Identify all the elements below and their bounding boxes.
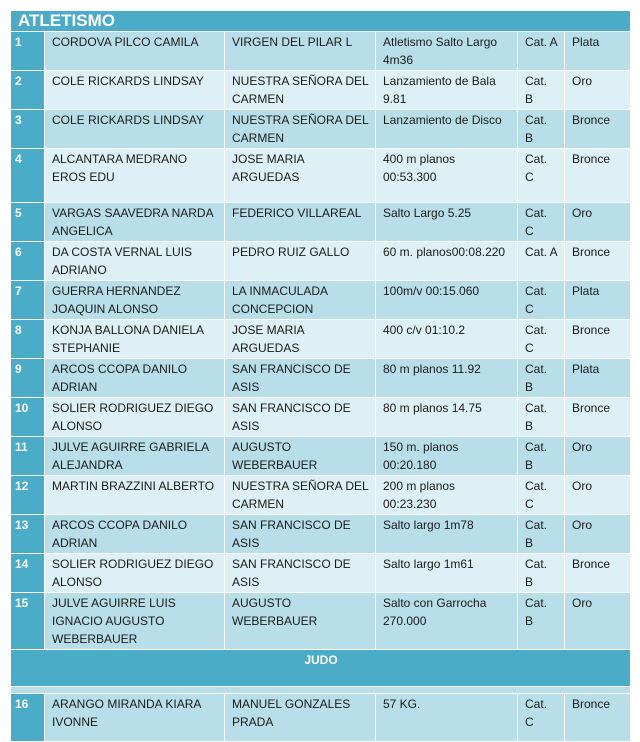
table-row	[11, 149, 631, 203]
medal-cell: Oro	[565, 437, 631, 476]
category-cell: Cat. C	[518, 320, 565, 359]
row-number-cell: 12	[11, 476, 45, 515]
table-row	[11, 203, 631, 242]
category-cell: Cat. A	[518, 32, 565, 71]
row-number-cell: 3	[11, 110, 45, 149]
category-cell: Cat. C	[518, 694, 565, 742]
category-cell: Cat. C	[518, 476, 565, 515]
section-title-judo: JUDO	[11, 650, 631, 687]
row-number-cell: 2	[11, 71, 45, 110]
row-number-cell: 5	[11, 203, 45, 242]
table-row	[11, 554, 631, 593]
school-name-cell: MANUEL GONZALES PRADA	[225, 694, 376, 742]
table-row	[11, 32, 631, 71]
event-result-cell: Salto largo 1m61	[376, 554, 518, 593]
school-name-cell: PEDRO RUIZ GALLO	[225, 242, 376, 281]
school-name-cell: AUGUSTO WEBERBAUER	[225, 437, 376, 476]
row-number-cell: 9	[11, 359, 45, 398]
category-cell: Cat. A	[518, 242, 565, 281]
medal-cell: Oro	[565, 593, 631, 650]
event-result-cell: 80 m planos 11.92	[376, 359, 518, 398]
school-name-cell: JOSE MARIA ARGUEDAS	[225, 149, 376, 203]
medal-cell: Bronce	[565, 149, 631, 203]
school-name-cell: SAN FRANCISCO DE ASIS	[225, 515, 376, 554]
row-number-cell: 1	[11, 32, 45, 71]
school-name-cell: SAN FRANCISCO DE ASIS	[225, 554, 376, 593]
athlete-name-cell: SOLIER RODRIGUEZ DIEGO ALONSO	[45, 554, 225, 593]
category-cell: Cat. B	[518, 71, 565, 110]
section-title-athletics: ATLETISMO	[11, 11, 631, 32]
category-cell: Cat. B	[518, 437, 565, 476]
section-row-judo	[11, 650, 631, 687]
event-result-cell: 100m/v 00:15.060	[376, 281, 518, 320]
table-row	[11, 359, 631, 398]
row-number-cell: 13	[11, 515, 45, 554]
category-cell: Cat. B	[518, 359, 565, 398]
athlete-name-cell: ARCOS CCOPA DANILO ADRIAN	[45, 359, 225, 398]
row-number-cell: 4	[11, 149, 45, 203]
athlete-name-cell: ARANGO MIRANDA KIARA IVONNE	[45, 694, 225, 742]
table-row	[11, 593, 631, 650]
school-name-cell: LA INMACULADA CONCEPCION	[225, 281, 376, 320]
event-result-cell: Lanzamiento de Disco	[376, 110, 518, 149]
medal-cell: Bronce	[565, 320, 631, 359]
athlete-name-cell: JULVE AGUIRRE GABRIELA ALEJANDRA	[45, 437, 225, 476]
event-result-cell: Lanzamiento de Bala 9.81	[376, 71, 518, 110]
medal-cell: Bronce	[565, 694, 631, 742]
table-row	[11, 71, 631, 110]
athlete-name-cell: COLE RICKARDS LINDSAY	[45, 71, 225, 110]
table-row	[11, 281, 631, 320]
athlete-name-cell: JULVE AGUIRRE LUIS IGNACIO AUGUSTO WEBERBAUER	[45, 593, 225, 650]
school-name-cell: JOSE MARIA ARGUEDAS	[225, 320, 376, 359]
school-name-cell: SAN FRANCISCO DE ASIS	[225, 359, 376, 398]
school-name-cell: NUESTRA SEÑORA DEL CARMEN	[225, 476, 376, 515]
school-name-cell: SAN FRANCISCO DE ASIS	[225, 398, 376, 437]
results-table	[10, 10, 631, 742]
row-number-cell: 14	[11, 554, 45, 593]
medal-cell: Bronce	[565, 110, 631, 149]
event-result-cell: 400 m planos 00:53.300	[376, 149, 518, 203]
row-number-cell: 11	[11, 437, 45, 476]
table-row	[11, 320, 631, 359]
athlete-name-cell: VARGAS SAAVEDRA NARDA ANGELICA	[45, 203, 225, 242]
row-number-cell: 8	[11, 320, 45, 359]
category-cell: Cat. B	[518, 110, 565, 149]
table-row	[11, 398, 631, 437]
medal-cell: Bronce	[565, 398, 631, 437]
row-number-cell: 16	[11, 694, 45, 742]
athlete-name-cell: KONJA BALLONA DANIELA STEPHANIE	[45, 320, 225, 359]
school-name-cell: VIRGEN DEL PILAR L	[225, 32, 376, 71]
spacer-row	[11, 687, 631, 694]
school-name-cell: NUESTRA SEÑORA DEL CARMEN	[225, 110, 376, 149]
spacer-cell	[11, 687, 631, 694]
athlete-name-cell: COLE RICKARDS LINDSAY	[45, 110, 225, 149]
medal-cell: Bronce	[565, 242, 631, 281]
event-result-cell: 80 m planos 14.75	[376, 398, 518, 437]
medal-cell: Oro	[565, 203, 631, 242]
school-name-cell: NUESTRA SEÑORA DEL CARMEN	[225, 71, 376, 110]
athlete-name-cell: SOLIER RODRIGUEZ DIEGO ALONSO	[45, 398, 225, 437]
athletics-rows	[11, 11, 631, 650]
category-cell: Cat. B	[518, 398, 565, 437]
medal-cell: Bronce	[565, 554, 631, 593]
athlete-name-cell: DA COSTA VERNAL LUIS ADRIANO	[45, 242, 225, 281]
event-result-cell: 400 c/v 01:10.2	[376, 320, 518, 359]
category-cell: Cat. B	[518, 593, 565, 650]
medal-cell: Plata	[565, 32, 631, 71]
athlete-name-cell: CORDOVA PILCO CAMILA	[45, 32, 225, 71]
medal-cell: Plata	[565, 281, 631, 320]
judo-rows	[11, 650, 631, 742]
event-result-cell: Salto con Garrocha 270.000	[376, 593, 518, 650]
category-cell: Cat. B	[518, 554, 565, 593]
table-row	[11, 110, 631, 149]
table-row	[11, 476, 631, 515]
event-result-cell: Atletismo Salto Largo 4m36	[376, 32, 518, 71]
row-number-cell: 6	[11, 242, 45, 281]
category-cell: Cat. B	[518, 515, 565, 554]
medal-cell: Oro	[565, 515, 631, 554]
event-result-cell: 200 m planos 00:23.230	[376, 476, 518, 515]
school-name-cell: AUGUSTO WEBERBAUER	[225, 593, 376, 650]
event-result-cell: 60 m. planos00:08.220	[376, 242, 518, 281]
medal-cell: Plata	[565, 359, 631, 398]
table-row	[11, 437, 631, 476]
event-result-cell: Salto largo 1m78	[376, 515, 518, 554]
title-row	[11, 11, 631, 32]
row-number-cell: 7	[11, 281, 45, 320]
athlete-name-cell: GUERRA HERNANDEZ JOAQUIN ALONSO	[45, 281, 225, 320]
table-row	[11, 242, 631, 281]
athlete-name-cell: MARTIN BRAZZINI ALBERTO	[45, 476, 225, 515]
athlete-name-cell: ALCANTARA MEDRANO EROS EDU	[45, 149, 225, 203]
medal-cell: Oro	[565, 476, 631, 515]
event-result-cell: 57 KG.	[376, 694, 518, 742]
school-name-cell: FEDERICO VILLAREAL	[225, 203, 376, 242]
category-cell: Cat. C	[518, 149, 565, 203]
athlete-name-cell: ARCOS CCOPA DANILO ADRIAN	[45, 515, 225, 554]
row-number-cell: 15	[11, 593, 45, 650]
category-cell: Cat. C	[518, 281, 565, 320]
row-number-cell: 10	[11, 398, 45, 437]
event-result-cell: 150 m. planos 00:20.180	[376, 437, 518, 476]
table-row	[11, 515, 631, 554]
category-cell: Cat. C	[518, 203, 565, 242]
medal-cell: Oro	[565, 71, 631, 110]
event-result-cell: Salto Largo 5.25	[376, 203, 518, 242]
